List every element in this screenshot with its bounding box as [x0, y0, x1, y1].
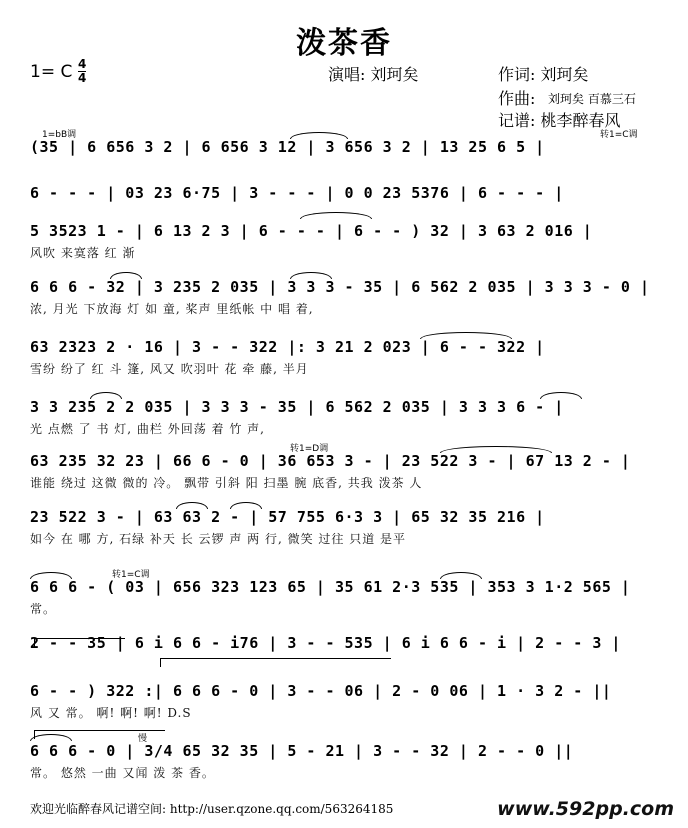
- lyricist-credit: 作词: 刘珂矣: [498, 65, 589, 84]
- key-change-mark: 转1=C调: [600, 130, 638, 140]
- slur-mark: [440, 572, 482, 579]
- notation-line: 6 6 6 - ( 03 | 656 323 123 65 | 35 61 2·3 535 | 353 3 1·2 565 |: [30, 578, 631, 596]
- notation-line: 6 6 6 - 0 | 3/4 65 32 35 | 5 - 21 | 3 - - 32 | 2 - - 0 ||: [30, 742, 574, 760]
- notation-line: 63 2323 2 · 16 | 3 - - 322 |: 3 21 2 023 | 6 - - 322 |: [30, 338, 545, 356]
- time-signature: [78, 58, 86, 85]
- notation-line: 2 - - 35 | 6 i 6 6 - i76 | 3 - - 535 | 6 i 6 6 - i | 2 - - 3 |: [30, 634, 621, 652]
- notation-line: (35 | 6 656 3 2 | 6 656 3 12 | 3 656 3 2 | 13 25 6 5 |: [30, 138, 545, 156]
- composer-label: 作曲:: [498, 89, 536, 108]
- time-sig-top: 4: [78, 57, 87, 71]
- notation-line: 6 - - ) 322 :| 6 6 6 - 0 | 3 - - 06 | 2 - 0 06 | 1 · 3 2 - ||: [30, 682, 612, 700]
- key-change-mark: 1=bB调: [42, 130, 77, 140]
- song-title: 泼茶香: [296, 26, 392, 61]
- volta-bracket: [34, 638, 125, 647]
- slur-mark: [30, 572, 72, 579]
- score-row: [0, 278, 688, 338]
- lyrics-line: 雪纷 纷了 红 斗 篷, 风又 吹羽叶 花 牵 藤, 半月: [30, 362, 309, 376]
- volta-bracket: [160, 658, 391, 667]
- score-row: [0, 398, 688, 458]
- composer-credit: 刘珂矣 百慕三石: [548, 92, 636, 106]
- key-change-mark: 转1=C调: [112, 570, 150, 580]
- notation-line: 3 3 235 2 2 035 | 3 3 3 - 35 | 6 562 2 035 | 3 3 3 6 - |: [30, 398, 564, 416]
- slur-mark: [90, 392, 122, 399]
- slur-mark: [176, 502, 208, 509]
- score-row: [0, 508, 688, 568]
- slur-mark: [230, 502, 262, 509]
- notation-line: 23 522 3 - | 63 63 2 - | 57 755 6·3 3 | 65 32 35 216 |: [30, 508, 545, 526]
- lyrics-line: 谁能 绕过 这微 微的 冷。 飘带 引斜 阳 扫墨 腕 底香, 共我 泼茶 人: [30, 476, 423, 490]
- slur-mark: [420, 332, 512, 339]
- lyrics-line: 常。 悠然 一曲 又闻 泼 茶 香。: [30, 766, 215, 780]
- notation-line: 63 235 32 23 | 66 6 - 0 | 36 653 3 - | 23 522 3 - | 67 13 2 - |: [30, 452, 631, 470]
- time-sig-bottom: 4: [78, 71, 87, 85]
- slur-mark: [300, 212, 372, 219]
- singer-credit: 演唱: 刘珂矣: [328, 65, 419, 84]
- score-row: [0, 338, 688, 398]
- score-row: [0, 570, 688, 638]
- key-change-mark: 转1=D调: [290, 444, 329, 454]
- lyrics-line: 风吹 来寞落 红 渐: [30, 246, 136, 260]
- brand-logo: www.592pp.com: [497, 798, 674, 820]
- notation-line: 6 6 6 - 32 | 3 235 2 035 | 3 3 3 - 35 | 6 562 2 035 | 3 3 3 - 0 |: [30, 278, 650, 296]
- slur-mark: [290, 272, 332, 279]
- lyrics-line: 浓, 月光 下放海 灯 如 童, 桨声 里纸帐 中 唱 着,: [30, 302, 314, 316]
- score-row: [0, 734, 688, 802]
- slur-mark: [30, 734, 72, 741]
- key-signature: 1= C: [30, 62, 73, 82]
- slur-mark: [440, 446, 552, 453]
- lyrics-line: 光 点燃 了 书 灯, 曲栏 外回荡 着 竹 声,: [30, 422, 265, 436]
- lyrics-line: 如今 在 哪 方, 石绿 补天 长 云锣 声 两 行, 微笑 过往 只道 是平: [30, 532, 407, 546]
- slur-mark: [290, 132, 348, 139]
- notation-line: 6 - - - | 03 23 6·75 | 3 - - - | 0 0 23 5376 | 6 - - - |: [30, 184, 564, 202]
- score-row: [0, 444, 688, 512]
- lyrics-line: 常。: [30, 602, 57, 616]
- footer-text: 欢迎光临醉春风记谱空间: http://user.qzone.qq.com/563264185: [30, 802, 394, 816]
- slur-mark: [540, 392, 582, 399]
- key-change-mark: 慢: [138, 734, 148, 744]
- slur-mark: [110, 272, 142, 279]
- score-row: [0, 222, 688, 282]
- lyrics-line: 风 又 常。 啊! 啊! 啊! D.S: [30, 706, 192, 720]
- notation-line: 5 3523 1 - | 6 13 2 3 | 6 - - - | 6 - - ) 32 | 3 63 2 016 |: [30, 222, 593, 240]
- transcriber-credit: 记谱: 桃李醉春风: [498, 111, 621, 130]
